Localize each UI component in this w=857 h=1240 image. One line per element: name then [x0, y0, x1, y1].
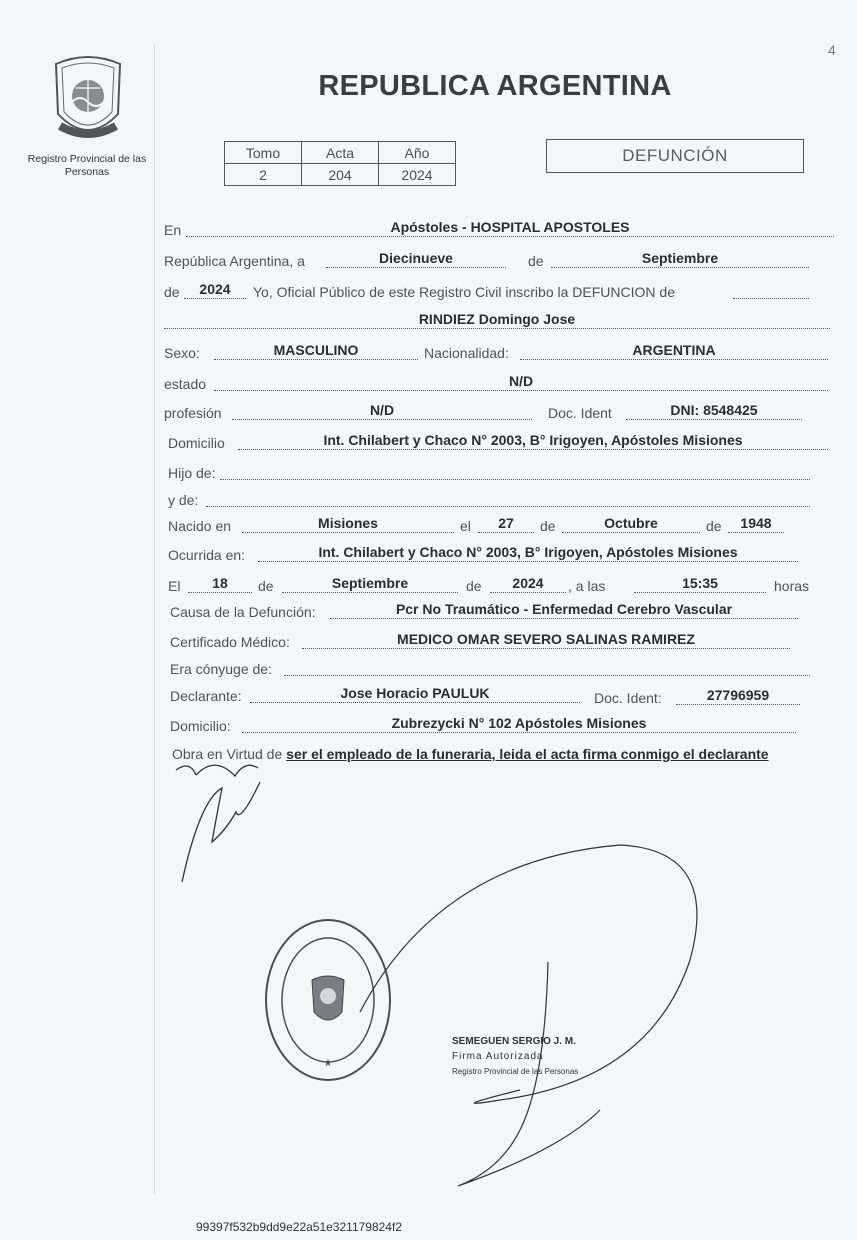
field-obra-text: ser el empleado de la funeraria, leida el acta firma conmigo el declarante — [286, 746, 769, 762]
acta-header: Acta — [302, 142, 379, 164]
field-certificado: MEDICO OMAR SEVERO SALINAS RAMIREZ — [302, 632, 790, 649]
signer-block — [452, 1034, 578, 1079]
official-seal-icon — [262, 916, 394, 1084]
field-hijo-de — [220, 463, 810, 480]
label-de: de — [528, 253, 544, 269]
label-domicilio-declarante: Domicilio: — [170, 718, 231, 734]
label-horas: horas — [774, 578, 810, 594]
label-conyuge: Era cónyuge de: — [170, 661, 272, 677]
label-de-anio: de — [164, 284, 180, 300]
field-nac-dia: 27 — [478, 516, 534, 533]
label-a-las: , a las — [568, 578, 606, 594]
field-conyuge — [284, 659, 810, 676]
field-declarante-doc: 27796959 — [676, 688, 800, 705]
label-certificado: Certificado Médico: — [170, 634, 290, 650]
field-profesion: N/D — [232, 403, 532, 420]
province-logo-icon — [48, 54, 128, 146]
registry-label: Registro Provincial de las Personas — [27, 153, 147, 178]
label-nacido-en: Nacido en — [168, 518, 232, 534]
field-declarante-domicilio: Zubrezycki N° 102 Apóstoles Misiones — [242, 716, 796, 733]
document-hash: 99397f532b9dd9e22a51e321179824f2 — [196, 1220, 402, 1234]
field-domicilio: Int. Chilabert y Chaco N° 2003, B° Irigoyen, Apóstoles Misiones — [238, 433, 828, 450]
label-el: el — [460, 518, 471, 534]
signer-org: Registro Provincial de las Personas — [452, 1067, 579, 1076]
page-number: 4 — [828, 42, 836, 58]
svg-text:★: ★ — [323, 1058, 333, 1069]
label-de-def-anio: de — [466, 578, 482, 594]
label-de-nac-mes: de — [540, 518, 556, 534]
reference-table — [224, 141, 456, 186]
label-obra: Obra en Virtud de — [172, 746, 283, 762]
field-sexo: MASCULINO — [214, 343, 418, 360]
field-estado: N/D — [214, 374, 828, 391]
field-continuation — [733, 282, 809, 299]
signer-role: Firma Autorizada — [452, 1051, 544, 1062]
field-def-anio: 2024 — [490, 576, 566, 593]
field-def-mes: Septiembre — [282, 576, 458, 593]
field-dia: Diecinueve — [326, 251, 506, 268]
label-doc-ident: Doc. Ident — [548, 405, 612, 421]
tomo-header: Tomo — [225, 142, 302, 164]
label-hijo-de: Hijo de: — [168, 465, 216, 481]
field-mes: Septiembre — [551, 251, 809, 268]
field-documento: DNI: 8548425 — [626, 403, 802, 420]
record-type-box: DEFUNCIÓN — [546, 139, 804, 173]
label-declarante: Declarante: — [170, 688, 242, 704]
label-domicilio: Domicilio — [168, 435, 225, 451]
label-doc-ident-declarante: Doc. Ident: — [594, 690, 662, 706]
page-title: REPUBLICA ARGENTINA — [318, 70, 672, 102]
field-ocurrida-en: Int. Chilabert y Chaco N° 2003, B° Irigoyen, Apóstoles Misiones — [258, 545, 798, 562]
label-en: En — [164, 222, 182, 238]
label-de-nac-anio: de — [706, 518, 722, 534]
anio-value: 2024 — [379, 164, 456, 186]
tomo-value: 2 — [225, 164, 302, 186]
obra-en-virtud-paragraph — [172, 745, 812, 763]
label-estado: estado — [164, 376, 207, 392]
field-def-dia: 18 — [188, 576, 252, 593]
field-nac-anio: 1948 — [728, 516, 784, 533]
field-causa: Pcr No Traumático - Enfermedad Cerebro Vascular — [330, 602, 798, 619]
field-def-hora: 15:35 — [634, 576, 766, 593]
margin-line — [154, 44, 155, 1194]
field-declarante: Jose Horacio PAULUK — [250, 686, 580, 703]
field-y-de — [206, 490, 810, 507]
field-nombre: RINDIEZ Domingo Jose — [164, 312, 830, 329]
label-yo: Yo, Oficial Público de este Registro Civil inscribo la DEFUNCION de — [253, 284, 675, 300]
signer-name: SEMEGUEN SERGIO J. M. — [452, 1036, 576, 1047]
label-causa: Causa de la Defunción: — [170, 604, 316, 620]
label-ocurrida-en: Ocurrida en: — [168, 547, 246, 563]
anio-header: Año — [379, 142, 456, 164]
label-sexo: Sexo: — [164, 345, 200, 361]
acta-value: 204 — [302, 164, 379, 186]
label-profesion: profesión — [164, 405, 222, 421]
label-el-cap: El — [168, 578, 181, 594]
field-lugar: Apóstoles - HOSPITAL APOSTOLES — [186, 220, 834, 237]
field-nac-mes: Octubre — [562, 516, 700, 533]
label-y-de: y de: — [168, 492, 199, 508]
label-de-def-mes: de — [258, 578, 274, 594]
field-nacionalidad: ARGENTINA — [520, 343, 828, 360]
field-nacido-en: Misiones — [242, 516, 454, 533]
field-anio: 2024 — [184, 282, 246, 299]
label-nacionalidad: Nacionalidad: — [424, 345, 509, 361]
label-republica: República Argentina, a — [164, 253, 305, 269]
